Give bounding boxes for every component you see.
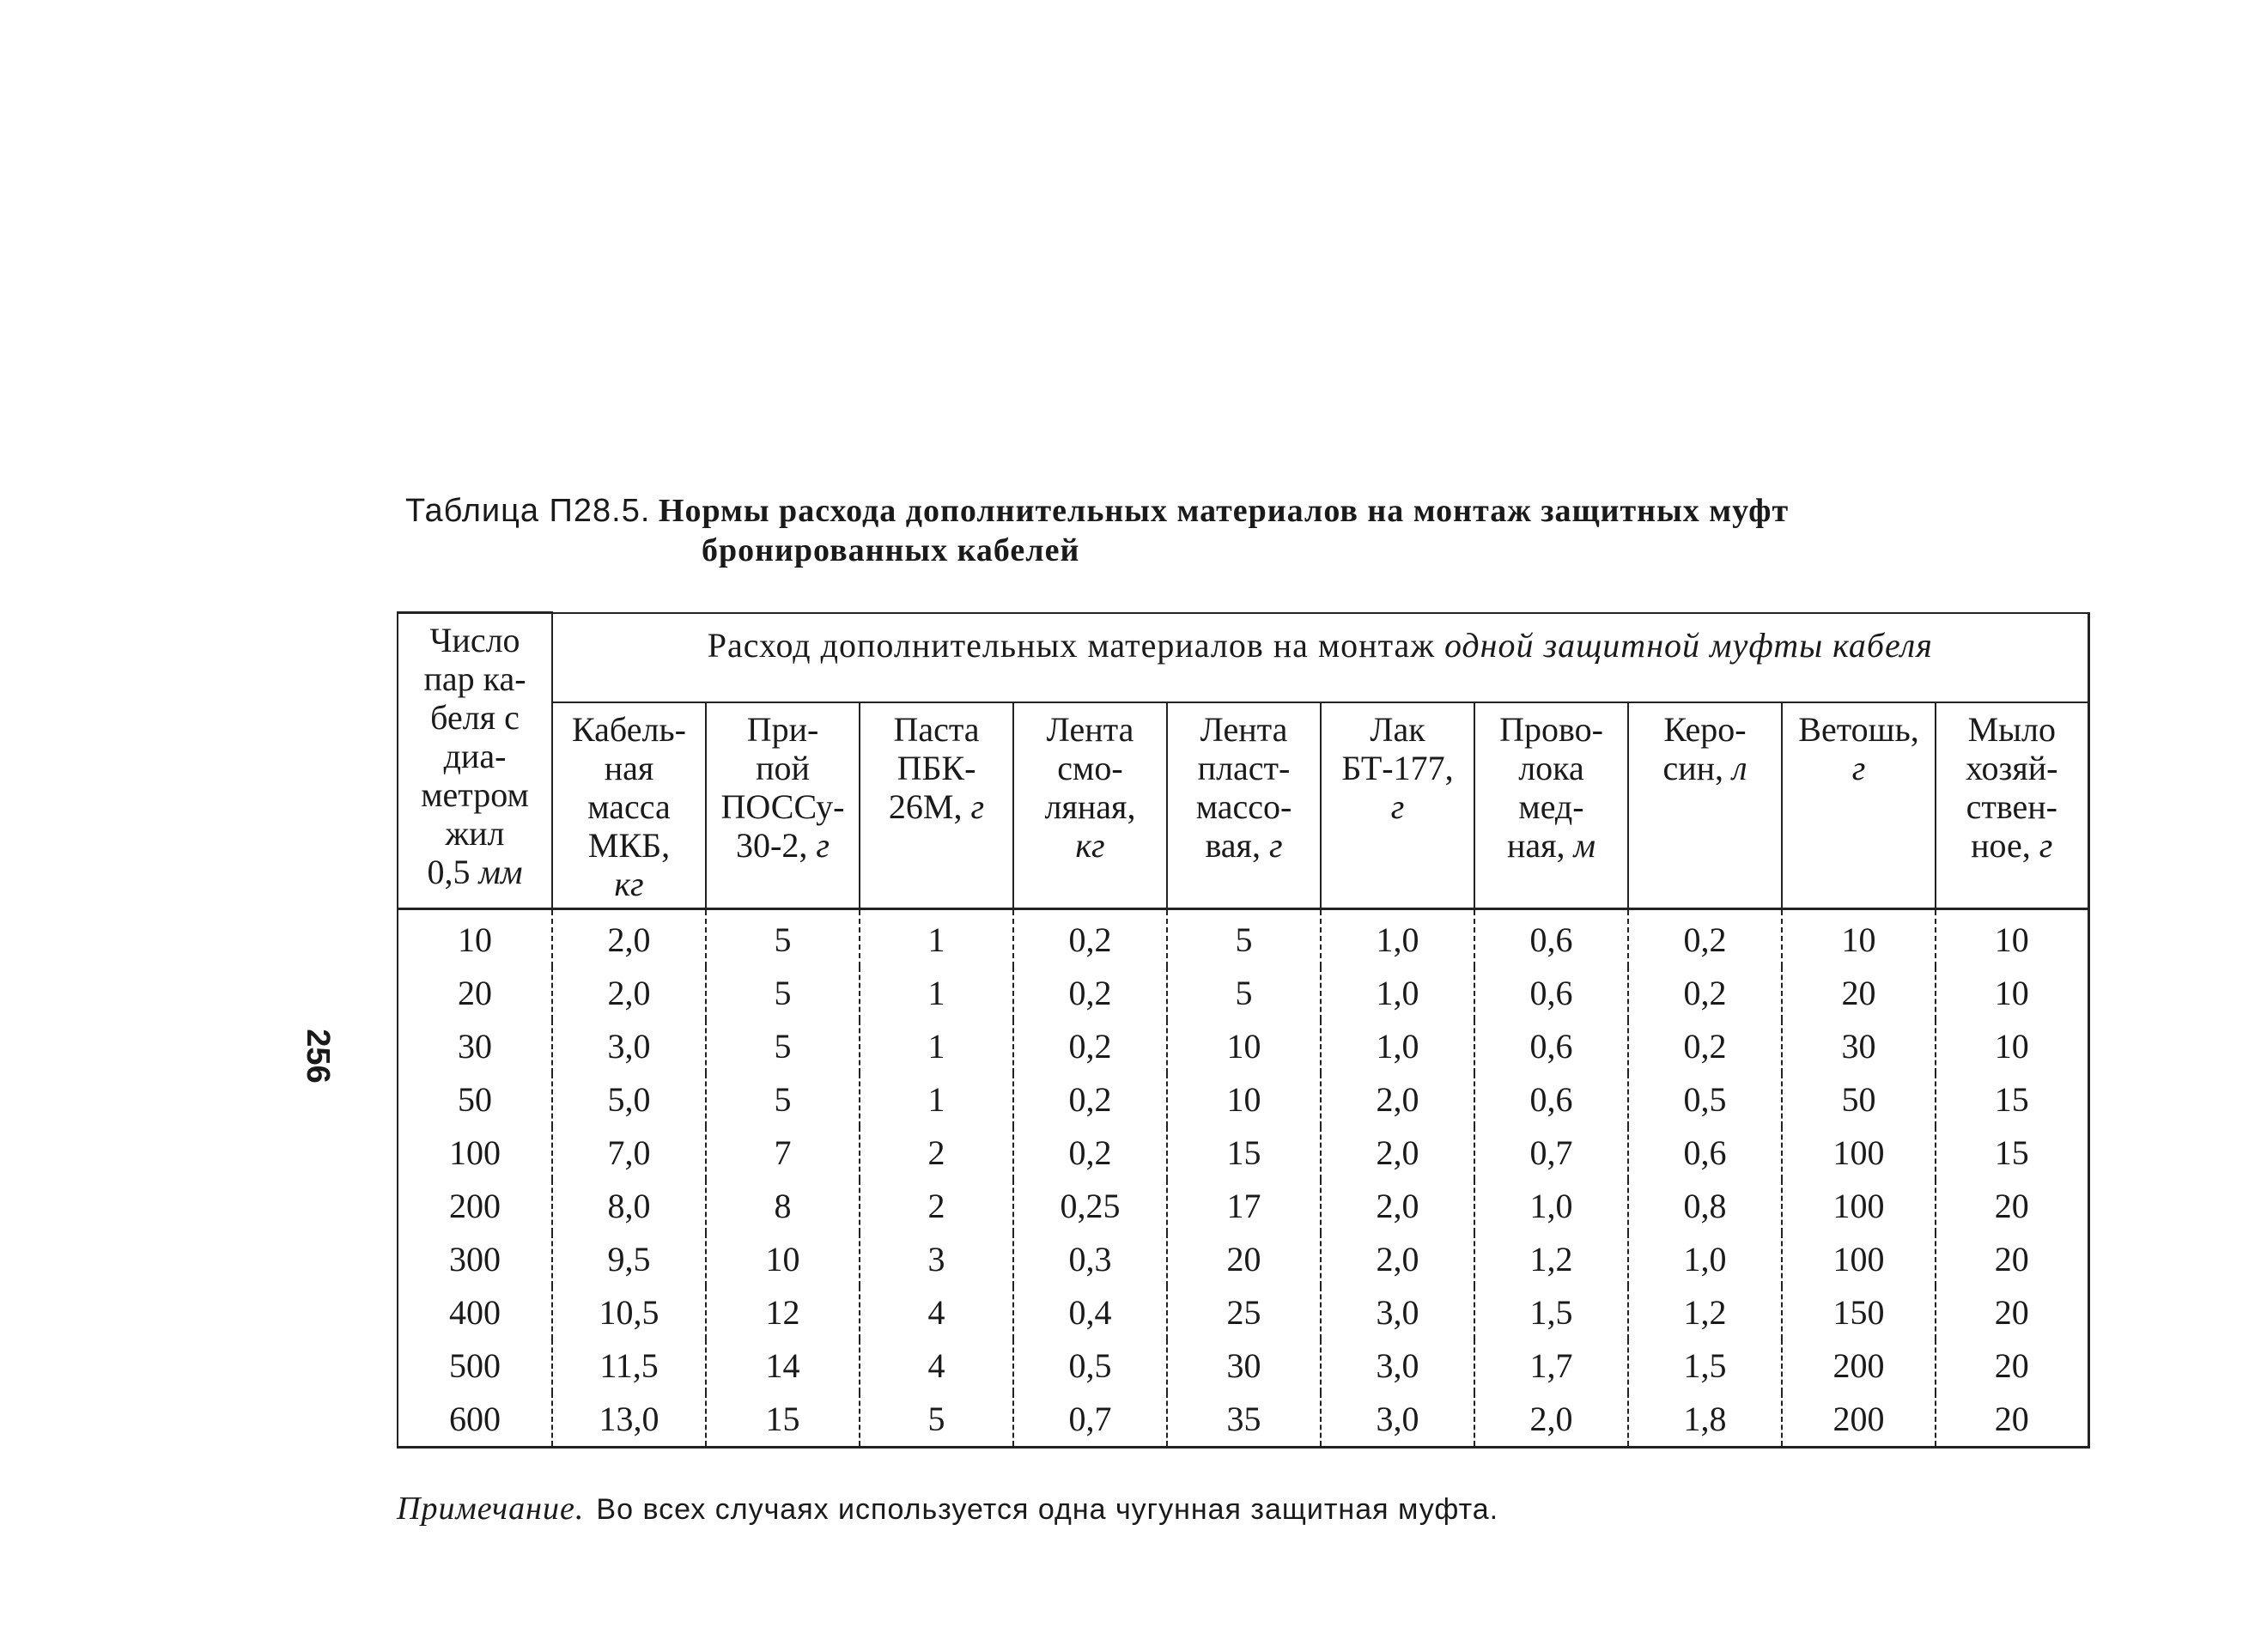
cell-soap: 10 bbox=[1936, 1020, 2088, 1073]
table-body bbox=[398, 908, 2088, 1447]
cell-plastic-tape: 25 bbox=[1167, 1286, 1321, 1339]
cell-copper-wire: 1,0 bbox=[1474, 1180, 1628, 1233]
cell-resin-tape: 0,2 bbox=[1013, 1073, 1167, 1127]
cell-varnish: 1,0 bbox=[1321, 908, 1474, 967]
cell-soap: 10 bbox=[1936, 967, 2088, 1020]
cell-solder: 5 bbox=[706, 1073, 860, 1127]
header-varnish: Лак БТ-177, г bbox=[1321, 702, 1474, 909]
cell-cable-mass: 10,5 bbox=[552, 1286, 706, 1339]
cell-varnish: 3,0 bbox=[1321, 1393, 1474, 1448]
table-row bbox=[398, 1180, 2088, 1233]
cell-rags: 100 bbox=[1782, 1180, 1936, 1233]
cell-paste: 2 bbox=[860, 1127, 1013, 1180]
cell-paste: 1 bbox=[860, 967, 1013, 1020]
header-paste: Паста ПБК- 26М, г bbox=[860, 702, 1013, 909]
header-resin-tape: Лента смо- ляная, кг bbox=[1013, 702, 1167, 909]
cell-kerosene: 0,6 bbox=[1628, 1127, 1782, 1180]
cell-paste: 1 bbox=[860, 908, 1013, 967]
cell-paste: 4 bbox=[860, 1339, 1013, 1393]
cell-paste: 1 bbox=[860, 1020, 1013, 1073]
table-row bbox=[398, 1339, 2088, 1393]
cell-varnish: 3,0 bbox=[1321, 1339, 1474, 1393]
header-cable-pairs: Число пар ка- беля с диа- метром жил 0,5 мм bbox=[398, 613, 552, 909]
header-copper-wire: Прово- лока мед- ная, м bbox=[1474, 702, 1628, 909]
table-row bbox=[398, 1393, 2088, 1448]
cell-kerosene: 0,5 bbox=[1628, 1073, 1782, 1127]
header-rags: Ветошь, г bbox=[1782, 702, 1936, 909]
cell-copper-wire: 0,7 bbox=[1474, 1127, 1628, 1180]
cell-varnish: 2,0 bbox=[1321, 1127, 1474, 1180]
cell-varnish: 2,0 bbox=[1321, 1073, 1474, 1127]
cell-solder: 12 bbox=[706, 1286, 860, 1339]
cell-cable-pairs: 50 bbox=[398, 1073, 552, 1127]
cell-cable-pairs: 10 bbox=[398, 908, 552, 967]
cell-kerosene: 0,2 bbox=[1628, 1020, 1782, 1073]
cell-soap: 20 bbox=[1936, 1233, 2088, 1286]
header-cable-mass: Кабель- ная масса МКБ, кг bbox=[552, 702, 706, 909]
cell-solder: 10 bbox=[706, 1233, 860, 1286]
cell-kerosene: 1,0 bbox=[1628, 1233, 1782, 1286]
cell-resin-tape: 0,2 bbox=[1013, 1127, 1167, 1180]
cell-resin-tape: 0,5 bbox=[1013, 1339, 1167, 1393]
cell-copper-wire: 0,6 bbox=[1474, 967, 1628, 1020]
cell-resin-tape: 0,2 bbox=[1013, 967, 1167, 1020]
cell-varnish: 1,0 bbox=[1321, 1020, 1474, 1073]
cell-plastic-tape: 5 bbox=[1167, 908, 1321, 967]
cell-cable-mass: 13,0 bbox=[552, 1393, 706, 1448]
caption-prefix: Таблица П28.5. bbox=[405, 493, 651, 529]
header-solder: При- пой ПОССу- 30-2, г bbox=[706, 702, 860, 909]
cell-plastic-tape: 17 bbox=[1167, 1180, 1321, 1233]
cell-cable-mass: 5,0 bbox=[552, 1073, 706, 1127]
cell-plastic-tape: 30 bbox=[1167, 1339, 1321, 1393]
cell-copper-wire: 1,2 bbox=[1474, 1233, 1628, 1286]
cell-copper-wire: 0,6 bbox=[1474, 1020, 1628, 1073]
cell-rags: 100 bbox=[1782, 1127, 1936, 1180]
cell-varnish: 2,0 bbox=[1321, 1180, 1474, 1233]
cell-plastic-tape: 10 bbox=[1167, 1073, 1321, 1127]
cell-soap: 15 bbox=[1936, 1127, 2088, 1180]
cell-copper-wire: 1,7 bbox=[1474, 1339, 1628, 1393]
cell-cable-mass: 3,0 bbox=[552, 1020, 706, 1073]
norms-table bbox=[397, 611, 2090, 1449]
cell-plastic-tape: 15 bbox=[1167, 1127, 1321, 1180]
table-row bbox=[398, 1020, 2088, 1073]
cell-solder: 5 bbox=[706, 1020, 860, 1073]
cell-solder: 14 bbox=[706, 1339, 860, 1393]
cell-cable-mass: 8,0 bbox=[552, 1180, 706, 1233]
table-row bbox=[398, 1073, 2088, 1127]
cell-rags: 20 bbox=[1782, 967, 1936, 1020]
cell-cable-pairs: 20 bbox=[398, 967, 552, 1020]
table-row bbox=[398, 1127, 2088, 1180]
table-caption bbox=[405, 491, 2037, 570]
table-row bbox=[398, 967, 2088, 1020]
header-materials-group: Расход дополнительных материалов на монтаж одной защитной муфты кабеля bbox=[552, 613, 2088, 702]
cell-solder: 15 bbox=[706, 1393, 860, 1448]
cell-paste: 1 bbox=[860, 1073, 1013, 1127]
cell-kerosene: 0,8 bbox=[1628, 1180, 1782, 1233]
cell-varnish: 2,0 bbox=[1321, 1233, 1474, 1286]
cell-resin-tape: 0,7 bbox=[1013, 1393, 1167, 1448]
table-row bbox=[398, 1233, 2088, 1286]
cell-soap: 20 bbox=[1936, 1180, 2088, 1233]
cell-cable-pairs: 200 bbox=[398, 1180, 552, 1233]
cell-rags: 10 bbox=[1782, 908, 1936, 967]
cell-rags: 200 bbox=[1782, 1339, 1936, 1393]
cell-kerosene: 0,2 bbox=[1628, 908, 1782, 967]
cell-cable-pairs: 300 bbox=[398, 1233, 552, 1286]
cell-cable-pairs: 30 bbox=[398, 1020, 552, 1073]
cell-cable-mass: 11,5 bbox=[552, 1339, 706, 1393]
cell-cable-pairs: 500 bbox=[398, 1339, 552, 1393]
cell-copper-wire: 0,6 bbox=[1474, 908, 1628, 967]
cell-solder: 7 bbox=[706, 1127, 860, 1180]
cell-solder: 8 bbox=[706, 1180, 860, 1233]
cell-resin-tape: 0,25 bbox=[1013, 1180, 1167, 1233]
cell-cable-mass: 2,0 bbox=[552, 908, 706, 967]
cell-plastic-tape: 20 bbox=[1167, 1233, 1321, 1286]
cell-rags: 100 bbox=[1782, 1233, 1936, 1286]
cell-paste: 2 bbox=[860, 1180, 1013, 1233]
cell-cable-pairs: 600 bbox=[398, 1393, 552, 1448]
cell-rags: 50 bbox=[1782, 1073, 1936, 1127]
cell-paste: 4 bbox=[860, 1286, 1013, 1339]
header-kerosene: Керо- син, л bbox=[1628, 702, 1782, 909]
header-plastic-tape: Лента пласт- массо- вая, г bbox=[1167, 702, 1321, 909]
page-number: 256 bbox=[300, 1029, 336, 1084]
cell-resin-tape: 0,4 bbox=[1013, 1286, 1167, 1339]
cell-rags: 200 bbox=[1782, 1393, 1936, 1448]
cell-cable-mass: 9,5 bbox=[552, 1233, 706, 1286]
table-row bbox=[398, 908, 2088, 967]
cell-copper-wire: 0,6 bbox=[1474, 1073, 1628, 1127]
cell-rags: 30 bbox=[1782, 1020, 1936, 1073]
cell-cable-mass: 2,0 bbox=[552, 967, 706, 1020]
cell-rags: 150 bbox=[1782, 1286, 1936, 1339]
cell-kerosene: 1,5 bbox=[1628, 1339, 1782, 1393]
cell-soap: 20 bbox=[1936, 1286, 2088, 1339]
cell-plastic-tape: 35 bbox=[1167, 1393, 1321, 1448]
note-text: Во всех случаях используется одна чугунная защитная муфта. bbox=[596, 1493, 1499, 1526]
cell-cable-pairs: 400 bbox=[398, 1286, 552, 1339]
caption-title-line1: Нормы расхода дополнительных материалов на монтаж защитных муфт bbox=[658, 493, 1790, 529]
cell-varnish: 1,0 bbox=[1321, 967, 1474, 1020]
cell-resin-tape: 0,3 bbox=[1013, 1233, 1167, 1286]
cell-kerosene: 1,2 bbox=[1628, 1286, 1782, 1339]
cell-copper-wire: 1,5 bbox=[1474, 1286, 1628, 1339]
cell-copper-wire: 2,0 bbox=[1474, 1393, 1628, 1448]
cell-paste: 5 bbox=[860, 1393, 1013, 1448]
cell-kerosene: 1,8 bbox=[1628, 1393, 1782, 1448]
cell-cable-mass: 7,0 bbox=[552, 1127, 706, 1180]
cell-resin-tape: 0,2 bbox=[1013, 908, 1167, 967]
cell-solder: 5 bbox=[706, 967, 860, 1020]
table-row bbox=[398, 1286, 2088, 1339]
cell-resin-tape: 0,2 bbox=[1013, 1020, 1167, 1073]
cell-plastic-tape: 5 bbox=[1167, 967, 1321, 1020]
table-header-row-group bbox=[398, 613, 2088, 702]
table-header-row-columns bbox=[398, 702, 2088, 909]
cell-plastic-tape: 10 bbox=[1167, 1020, 1321, 1073]
cell-cable-pairs: 100 bbox=[398, 1127, 552, 1180]
cell-soap: 15 bbox=[1936, 1073, 2088, 1127]
table-note bbox=[397, 1490, 2028, 1527]
caption-title-line2: бронированных кабелей bbox=[702, 532, 1080, 568]
header-soap: Мыло хозяй- ствен- ное, г bbox=[1936, 702, 2088, 909]
cell-soap: 20 bbox=[1936, 1339, 2088, 1393]
cell-solder: 5 bbox=[706, 908, 860, 967]
cell-varnish: 3,0 bbox=[1321, 1286, 1474, 1339]
cell-soap: 20 bbox=[1936, 1393, 2088, 1448]
cell-soap: 10 bbox=[1936, 908, 2088, 967]
note-label: Примечание. bbox=[397, 1491, 585, 1527]
cell-kerosene: 0,2 bbox=[1628, 967, 1782, 1020]
cell-paste: 3 bbox=[860, 1233, 1013, 1286]
